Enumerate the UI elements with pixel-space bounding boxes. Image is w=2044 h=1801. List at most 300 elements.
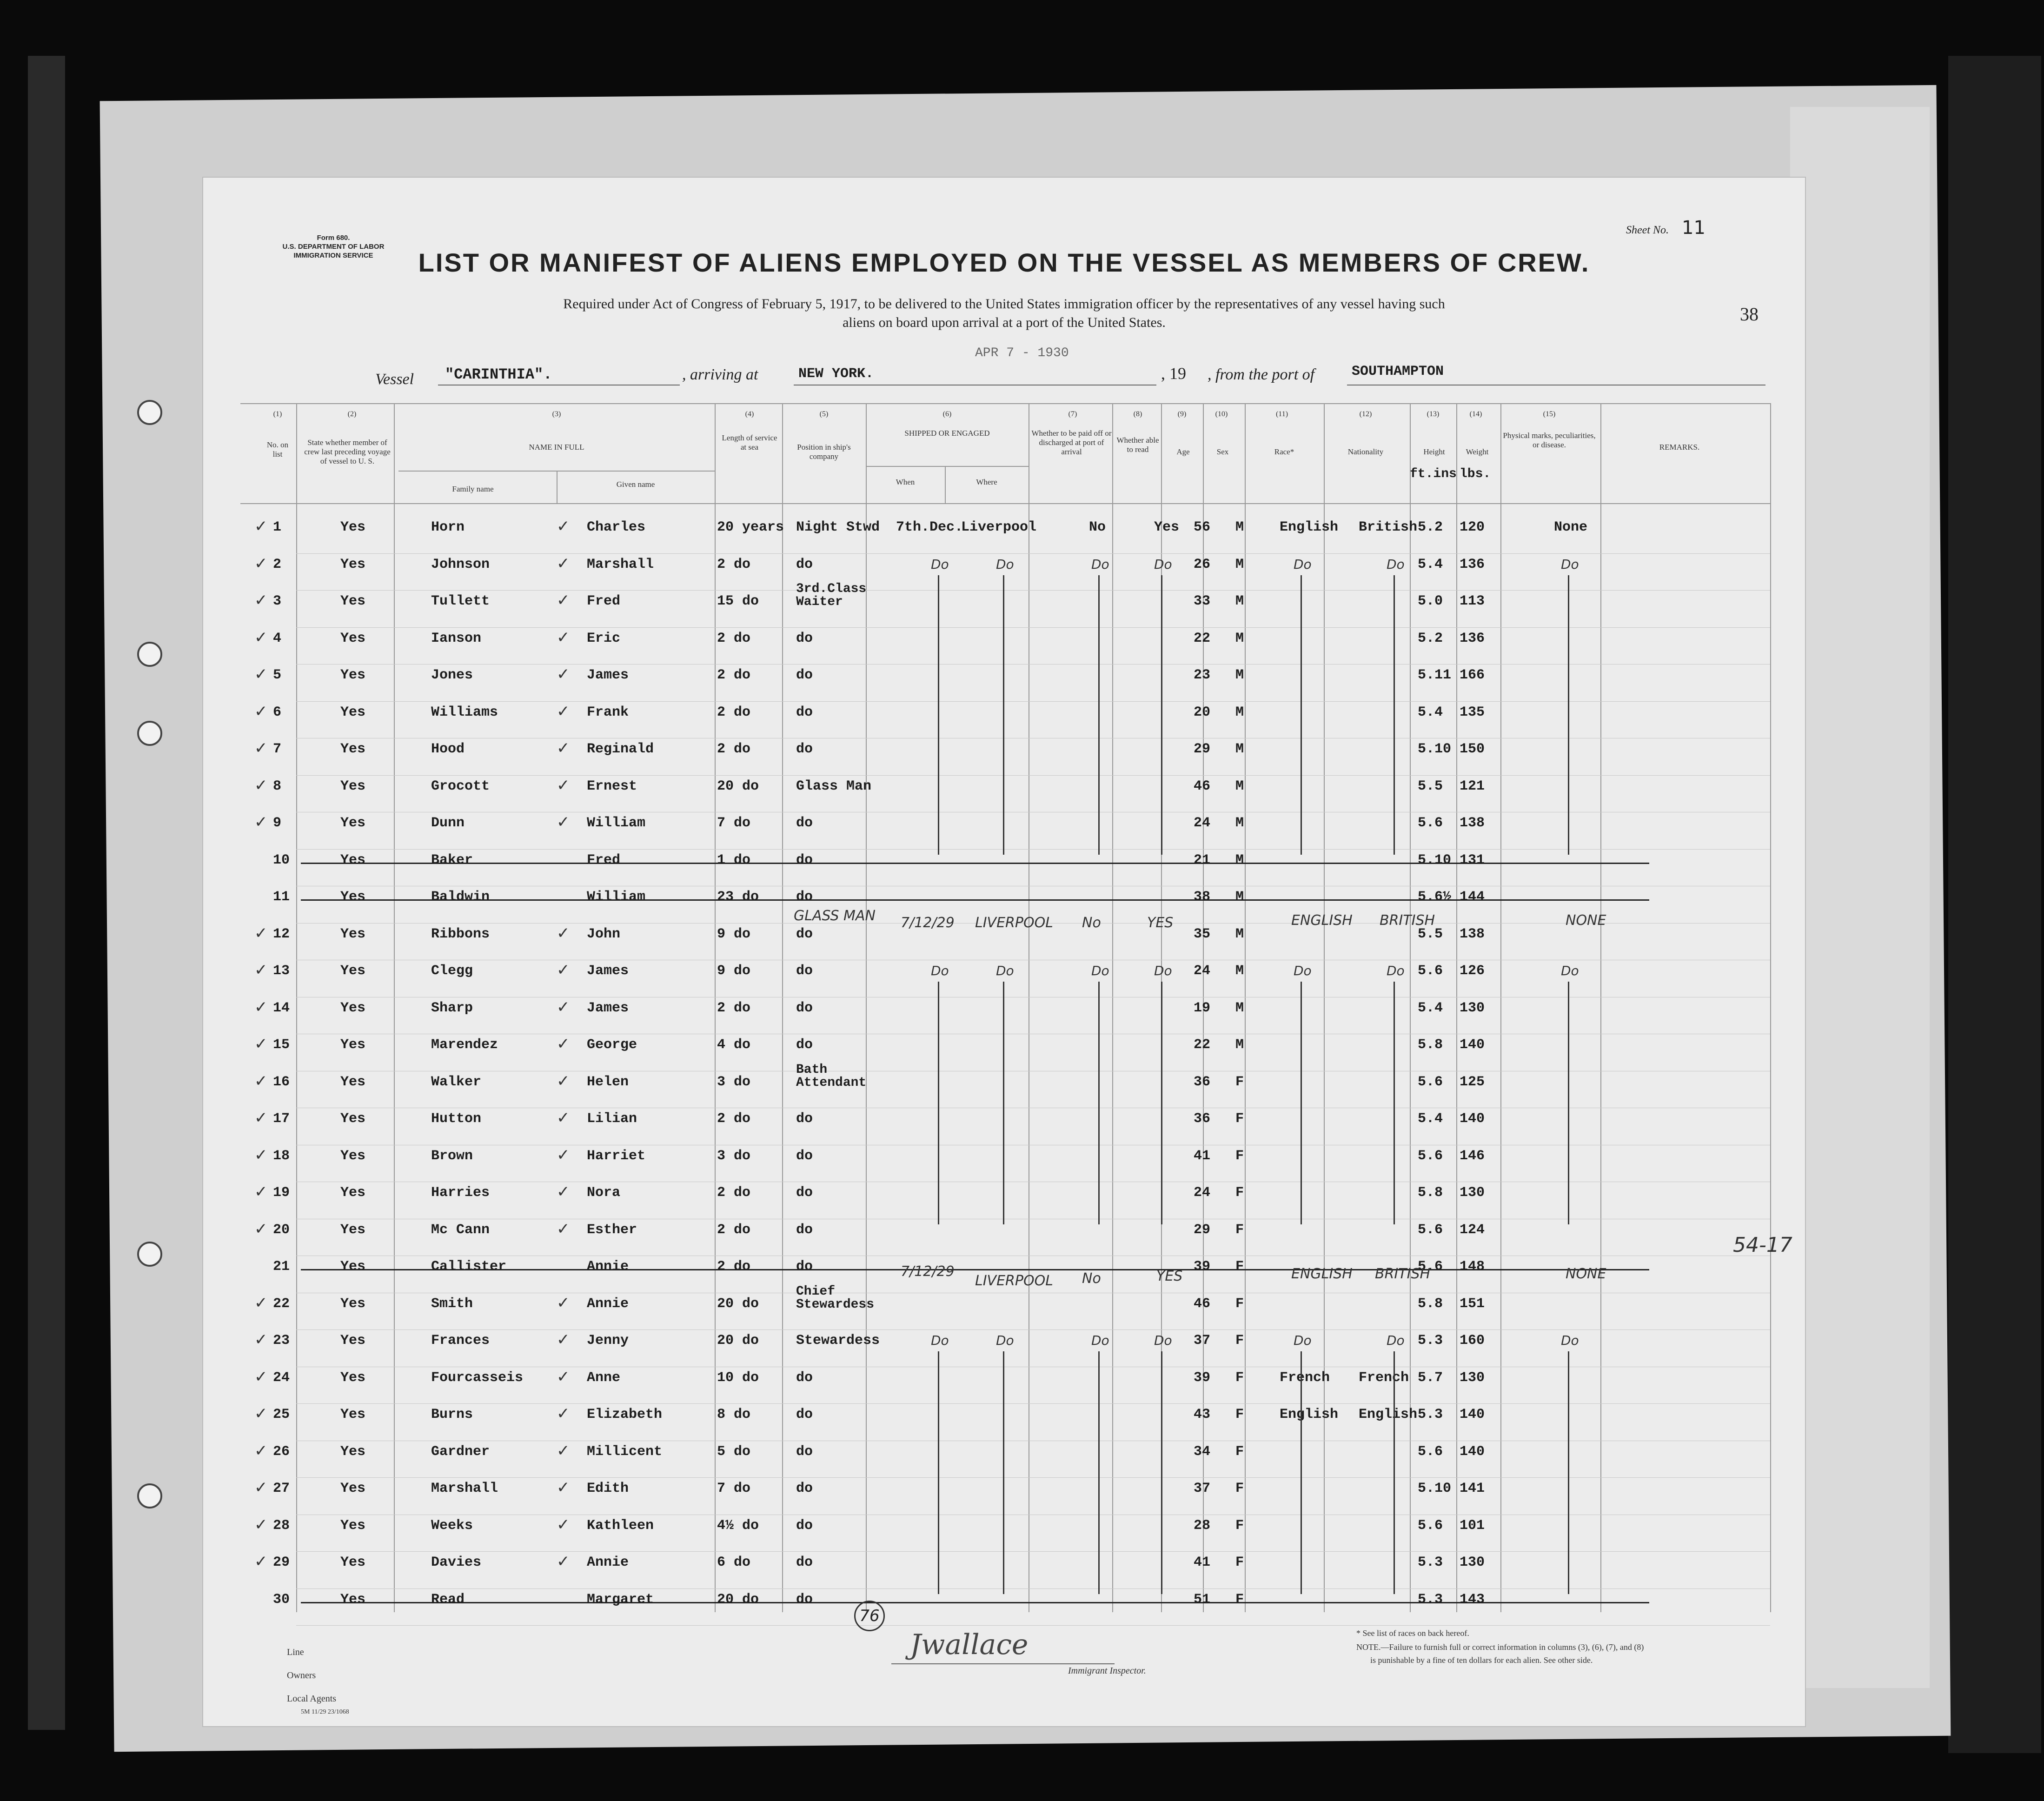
cell-weight: 130 [1460, 1185, 1485, 1201]
check-mark: ✓ [254, 702, 268, 721]
ditto-mark: Do [1154, 556, 1172, 572]
ditto-line [1568, 1351, 1569, 1594]
ditto-mark: Do [996, 556, 1014, 572]
cell-given: John [587, 926, 621, 942]
cell-position: Glass Man [796, 778, 872, 794]
cell-no: 11 [273, 889, 290, 905]
check-mark: ✓ [254, 554, 268, 573]
ditto-line [1003, 982, 1004, 1224]
check-mark: ✓ [254, 1404, 268, 1423]
cell-height: 5.4 [1418, 1111, 1443, 1127]
cell-given: James [587, 667, 629, 683]
cell-family: Walker [431, 1074, 482, 1090]
cell-sex: M [1235, 778, 1244, 794]
cell-age: 33 [1194, 593, 1211, 609]
hw-nat-row22: BRITISH [1375, 1266, 1431, 1282]
cell-age: 37 [1194, 1333, 1211, 1349]
cell-family: Brown [431, 1148, 473, 1164]
ditto-mark: Do [1294, 963, 1312, 978]
cell-member: Yes [340, 1591, 366, 1608]
cell-family: Clegg [431, 963, 473, 979]
cell-position: do [796, 1148, 813, 1164]
cell-race: French [1280, 1369, 1330, 1386]
ditto-line [1394, 1351, 1395, 1594]
cell-family: Dunn [431, 815, 465, 831]
check-mark: ✓ [254, 1293, 268, 1312]
cell-member: Yes [340, 667, 366, 683]
cell-position: do [796, 1517, 813, 1534]
cell-service: 2 do [717, 1111, 751, 1127]
cell-member: Yes [340, 1185, 366, 1201]
cell-height: 5.4 [1418, 704, 1443, 720]
cell-sex: F [1235, 1074, 1244, 1090]
cell-weight: 160 [1460, 1333, 1485, 1349]
cell-position: do [796, 926, 813, 942]
cell-given: Elizabeth [587, 1407, 663, 1422]
check-mark: ✓ [557, 1515, 570, 1534]
column-rule [1500, 403, 1501, 1612]
cell-no: 14 [273, 1000, 290, 1016]
check-mark: ✓ [557, 1293, 570, 1312]
cell-position: do [796, 667, 813, 683]
cell-member: Yes [340, 815, 366, 831]
cell-weight: 140 [1460, 1443, 1485, 1460]
ditto-mark: Do [1154, 1333, 1172, 1348]
cell-position: do [796, 963, 813, 979]
header-race: Race* [1274, 447, 1294, 456]
column-rule [715, 403, 716, 1612]
cell-position: 3rd.Class Waiter [796, 582, 867, 609]
cell-age: 34 [1194, 1443, 1211, 1460]
cell-given: William [587, 889, 646, 905]
check-mark: ✓ [557, 1552, 570, 1571]
cell-position: do [796, 1591, 813, 1608]
check-mark: ✓ [557, 1367, 570, 1386]
column-number: (7) [1068, 410, 1077, 418]
cell-member: Yes [340, 778, 366, 794]
column-number: (12) [1359, 410, 1372, 418]
cell-family: Mc Cann [431, 1222, 490, 1238]
cell-sex: M [1235, 519, 1244, 535]
cell-no: 17 [273, 1111, 290, 1127]
cell-member: Yes [340, 1074, 366, 1090]
ditto-line [1003, 575, 1004, 855]
ditto-line [938, 1351, 939, 1594]
ditto-mark: Do [931, 963, 949, 978]
cell-weight: 140 [1460, 1037, 1485, 1053]
cell-position: Stewardess [796, 1333, 880, 1349]
cell-weight: 135 [1460, 704, 1485, 720]
cell-age: 20 [1194, 704, 1211, 720]
cell-sex: F [1235, 1111, 1244, 1127]
vessel-name: "CARINTHIA". [445, 366, 552, 383]
cell-given: Frank [587, 704, 629, 720]
cell-member: Yes [340, 704, 366, 720]
sheet-number: 11 [1682, 217, 1706, 239]
cell-position: do [796, 1222, 813, 1238]
hw-margin-note: 54-17 [1733, 1233, 1792, 1257]
cell-member: Yes [340, 1369, 366, 1386]
cell-family: Hutton [431, 1111, 482, 1127]
ditto-line [1161, 1351, 1162, 1594]
header-height: Height [1423, 447, 1445, 456]
cell-paid: No [1089, 519, 1106, 535]
ditto-mark: Do [1091, 963, 1109, 978]
cell-age: 24 [1194, 1185, 1211, 1201]
cell-race: English [1280, 519, 1339, 535]
column-rule [1770, 403, 1771, 1612]
cell-marks: None [1554, 519, 1588, 535]
cell-family: Grocott [431, 778, 490, 794]
inspector-label: Immigrant Inspector. [1068, 1666, 1146, 1676]
ditto-mark: Do [931, 556, 949, 572]
cell-age: 29 [1194, 741, 1211, 757]
cell-height: 5.0 [1418, 593, 1443, 609]
signature-line [891, 1663, 1115, 1664]
check-mark: ✓ [557, 665, 570, 684]
check-mark: ✓ [254, 517, 268, 536]
cell-weight: 130 [1460, 1369, 1485, 1386]
cell-weight: 150 [1460, 741, 1485, 757]
cell-service: 4 do [717, 1037, 751, 1053]
cell-service: 9 do [717, 963, 751, 979]
row-rule [296, 701, 1770, 702]
cell-given: George [587, 1037, 637, 1053]
cell-given: James [587, 1000, 629, 1016]
ditto-line [1098, 575, 1100, 855]
row-rule [296, 849, 1770, 850]
arrival-port: NEW YORK. [798, 366, 874, 382]
cell-sex: M [1235, 815, 1244, 831]
check-mark: ✓ [557, 1404, 570, 1423]
cell-given: Margaret [587, 1591, 654, 1608]
cell-weight: 151 [1460, 1296, 1485, 1312]
cell-family: Davies [431, 1555, 482, 1570]
cell-member: Yes [340, 519, 366, 535]
cell-given: Reginald [587, 741, 654, 757]
cell-where: Liverpool [961, 519, 1037, 535]
film-edge-left [28, 56, 65, 1730]
cell-nat: English [1359, 1407, 1418, 1422]
cell-position: do [796, 1555, 813, 1570]
cell-sex: M [1235, 741, 1244, 757]
column-rule [1410, 403, 1411, 1612]
cell-height: 5.2 [1418, 519, 1443, 535]
check-mark: ✓ [254, 924, 268, 943]
cell-no: 25 [273, 1407, 290, 1422]
cell-service: 2 do [717, 667, 751, 683]
cell-member: Yes [340, 1407, 366, 1422]
cell-member: Yes [340, 1517, 366, 1534]
ditto-line [1301, 982, 1302, 1224]
column-number: (15) [1543, 410, 1556, 418]
cell-position: do [796, 1111, 813, 1127]
binder-hole [137, 1242, 162, 1267]
ditto-line [1568, 575, 1569, 855]
check-mark: ✓ [557, 1219, 570, 1238]
back-sheet-edge [1790, 107, 1930, 1688]
cell-no: 19 [273, 1185, 290, 1201]
cell-service: 2 do [717, 704, 751, 720]
cell-sex: F [1235, 1407, 1244, 1422]
cell-age: 22 [1194, 1037, 1211, 1053]
cell-weight: 140 [1460, 1111, 1485, 1127]
cell-service: 10 do [717, 1369, 759, 1386]
cell-height: 5.3 [1418, 1555, 1443, 1570]
cell-sex: F [1235, 1222, 1244, 1238]
cell-position: do [796, 741, 813, 757]
check-mark: ✓ [254, 1552, 268, 1571]
check-mark: ✓ [557, 997, 570, 1017]
check-mark: ✓ [557, 1145, 570, 1164]
ditto-mark: Do [1561, 556, 1579, 572]
ditto-line [1568, 982, 1569, 1224]
check-mark: ✓ [254, 776, 268, 795]
cell-given: Millicent [587, 1443, 663, 1460]
cell-family: Williams [431, 704, 498, 720]
date-stamp: APR 7 - 1930 [975, 346, 1069, 360]
cell-service: 20 do [717, 1333, 759, 1349]
cell-family: Hood [431, 741, 465, 757]
cell-position: Night Stwd [796, 519, 880, 535]
cell-no: 4 [273, 630, 282, 646]
cell-position: do [796, 1185, 813, 1201]
cell-sex: M [1235, 852, 1244, 868]
header-length-service: Length of service at sea [722, 433, 777, 452]
cell-position: do [796, 1037, 813, 1053]
row-rule [296, 775, 1770, 776]
inspector-signature: Jwallace [910, 1628, 1029, 1661]
cell-height: 5.10 [1418, 741, 1452, 757]
cell-member: Yes [340, 630, 366, 646]
ditto-mark: Do [1561, 963, 1579, 978]
check-mark: ✓ [557, 739, 570, 758]
cell-age: 41 [1194, 1148, 1211, 1164]
cell-weight: 148 [1460, 1259, 1485, 1275]
cell-height: 5.6 [1418, 1259, 1443, 1275]
cell-weight: 121 [1460, 778, 1485, 794]
check-mark: ✓ [254, 628, 268, 647]
cell-given: Eric [587, 630, 621, 646]
ditto-mark: Do [1387, 1333, 1405, 1348]
cell-service: 2 do [717, 1222, 751, 1238]
column-number: (8) [1133, 410, 1142, 418]
check-mark: ✓ [254, 1109, 268, 1127]
cell-height: 5.5 [1418, 926, 1443, 942]
cell-member: Yes [340, 1443, 366, 1460]
cell-age: 43 [1194, 1407, 1211, 1422]
ditto-line [1394, 575, 1395, 855]
cell-height: 5.6 [1418, 1074, 1443, 1090]
header-when: When [896, 478, 915, 486]
cell-service: 7 do [717, 815, 751, 831]
column-rule [1112, 403, 1113, 1612]
ditto-line [938, 575, 939, 855]
cell-sex: F [1235, 1369, 1244, 1386]
ditto-line [1098, 1351, 1100, 1594]
cell-age: 22 [1194, 630, 1211, 646]
cell-no: 15 [273, 1037, 290, 1053]
header-weight: Weight [1466, 447, 1489, 456]
cell-no: 22 [273, 1296, 290, 1312]
column-number: (1) [273, 410, 282, 418]
cell-given: Lilian [587, 1111, 637, 1127]
cell-height: 5.2 [1418, 630, 1443, 646]
column-rule [1456, 403, 1457, 1612]
cell-sex: M [1235, 667, 1244, 683]
hw-when-row22: 7/12/29 [901, 1263, 955, 1280]
binder-hole [137, 642, 162, 667]
cell-no: 9 [273, 815, 282, 831]
check-mark: ✓ [254, 1478, 268, 1497]
ditto-line [1161, 575, 1162, 855]
cell-member: Yes [340, 1259, 366, 1275]
cell-family: Weeks [431, 1517, 473, 1534]
cell-weight: 144 [1460, 889, 1485, 905]
footer-note-1: NOTE.—Failure to furnish full or correct information in columns (3), (6), (7), and (8) [1356, 1642, 1644, 1652]
header-nationality: Nationality [1347, 447, 1384, 456]
check-mark: ✓ [557, 1330, 570, 1349]
cell-family: Callister [431, 1259, 507, 1275]
header-bottom-rule [240, 503, 1770, 504]
hw-marks-row12: NONE [1566, 912, 1606, 929]
check-mark: ✓ [557, 517, 570, 536]
column-rule [1245, 403, 1246, 1612]
cell-given: Anne [587, 1369, 621, 1386]
row-rule [296, 1329, 1770, 1330]
cell-given: James [587, 963, 629, 979]
cell-age: 36 [1194, 1111, 1211, 1127]
cell-age: 24 [1194, 963, 1211, 979]
cell-position: Bath Attendant [796, 1062, 867, 1090]
ditto-line [1098, 982, 1100, 1224]
header-able-read: Whether able to read [1116, 436, 1159, 454]
check-mark: ✓ [557, 813, 570, 831]
weight-unit: lbs. [1460, 467, 1491, 481]
ditto-mark: Do [996, 963, 1014, 978]
cell-age: 24 [1194, 815, 1211, 831]
cell-service: 2 do [717, 1185, 751, 1201]
cell-given: Annie [587, 1259, 629, 1275]
cell-height: 5.3 [1418, 1407, 1443, 1422]
check-mark: ✓ [254, 591, 268, 610]
cell-family: Horn [431, 519, 465, 535]
cell-no: 23 [273, 1333, 290, 1349]
cell-service: 5 do [717, 1443, 751, 1460]
strike-through-line [301, 899, 1649, 901]
cell-sex: F [1235, 1443, 1244, 1460]
hw-where-row12: LIVERPOOL [975, 915, 1053, 931]
footer-line-label: Line [287, 1647, 304, 1657]
cell-service: 1 do [717, 852, 751, 868]
hw-read-row22: YES [1156, 1268, 1183, 1284]
cell-weight: 113 [1460, 593, 1485, 609]
cell-weight: 124 [1460, 1222, 1485, 1238]
cell-family: Tullett [431, 593, 490, 609]
cell-sex: M [1235, 630, 1244, 646]
cell-age: 38 [1194, 889, 1211, 905]
table-top-rule [240, 403, 1770, 404]
cell-member: Yes [340, 1222, 366, 1238]
hw-marks-row22: NONE [1566, 1266, 1606, 1282]
cell-member: Yes [340, 889, 366, 905]
cell-given: Helen [587, 1074, 629, 1090]
manifest-page [202, 177, 1806, 1727]
ditto-line [1161, 982, 1162, 1224]
ditto-line [1301, 1351, 1302, 1594]
cell-height: 5.6 [1418, 963, 1443, 979]
binder-hole [137, 400, 162, 425]
cell-given: Harriet [587, 1148, 646, 1164]
cell-given: Kathleen [587, 1517, 654, 1534]
cell-sex: M [1235, 704, 1244, 720]
cell-given: Edith [587, 1481, 629, 1496]
vessel-label: Vessel [375, 371, 414, 388]
cell-height: 5.8 [1418, 1037, 1443, 1053]
check-mark: ✓ [254, 1367, 268, 1386]
cell-service: 20 do [717, 1296, 759, 1312]
cell-weight: 125 [1460, 1074, 1485, 1090]
check-mark: ✓ [557, 591, 570, 610]
strike-through-line [301, 1602, 1649, 1603]
cell-no: 21 [273, 1259, 290, 1275]
cell-sex: M [1235, 889, 1244, 905]
cell-height: 5.5 [1418, 778, 1443, 794]
check-mark: ✓ [557, 961, 570, 979]
cell-given: Fred [587, 593, 621, 609]
cell-position: do [796, 1000, 813, 1016]
check-mark: ✓ [557, 776, 570, 795]
cell-no: 3 [273, 593, 282, 609]
cell-height: 5.3 [1418, 1591, 1443, 1608]
cell-member: Yes [340, 852, 366, 868]
cell-age: 28 [1194, 1517, 1211, 1534]
cell-weight: 143 [1460, 1591, 1485, 1608]
cell-age: 39 [1194, 1259, 1211, 1275]
cell-position: do [796, 1259, 813, 1275]
cell-age: 21 [1194, 852, 1211, 868]
footer-race-note: * See list of races on back hereof. [1356, 1628, 1469, 1638]
column-rule [945, 466, 946, 503]
binder-hole [137, 1483, 162, 1509]
cell-given: William [587, 815, 646, 831]
cell-sex: F [1235, 1259, 1244, 1275]
cell-family: Sharp [431, 1000, 473, 1016]
cell-no: 30 [273, 1591, 290, 1608]
cell-sex: F [1235, 1481, 1244, 1496]
column-number: (4) [745, 410, 754, 418]
column-number: (2) [347, 410, 357, 418]
cell-member: Yes [340, 556, 366, 572]
year-prefix: , 19 [1161, 364, 1186, 383]
cell-age: 46 [1194, 1296, 1211, 1312]
cell-weight: 141 [1460, 1481, 1485, 1496]
cell-weight: 140 [1460, 1407, 1485, 1422]
cell-given: Jenny [587, 1333, 629, 1349]
row-rule [296, 664, 1770, 665]
cell-given: Nora [587, 1185, 621, 1201]
cell-position: do [796, 889, 813, 905]
ditto-line [1394, 982, 1395, 1224]
cell-member: Yes [340, 1111, 366, 1127]
cell-family: Frances [431, 1333, 490, 1349]
column-rule [1600, 403, 1601, 1612]
check-mark: ✓ [254, 1071, 268, 1090]
ditto-mark: Do [996, 1333, 1014, 1348]
check-mark: ✓ [254, 1035, 268, 1053]
column-rule [394, 403, 395, 1612]
cell-weight: 138 [1460, 815, 1485, 831]
